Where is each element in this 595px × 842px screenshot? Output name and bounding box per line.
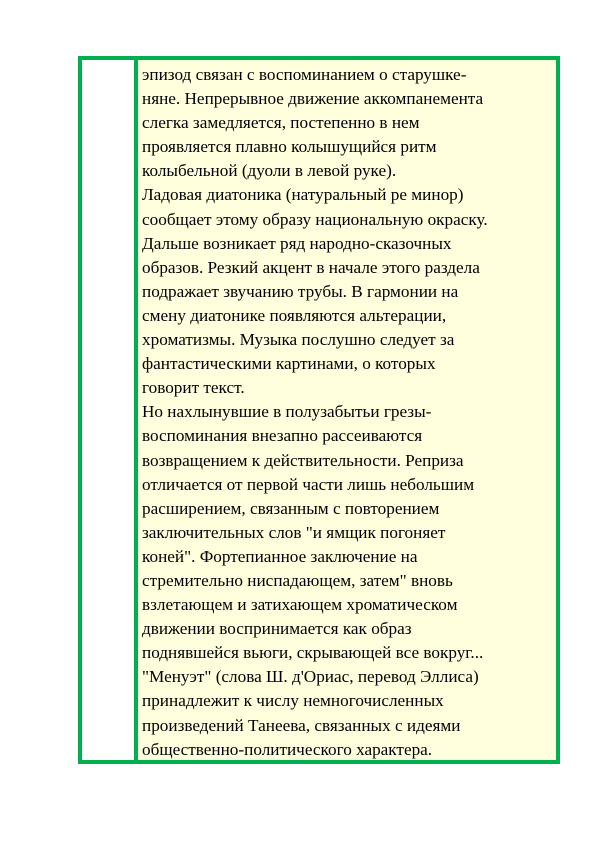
- left-margin-column: [82, 60, 134, 760]
- text-cell: [138, 60, 556, 760]
- page-frame: [78, 56, 560, 764]
- paragraph-lullaby-episode: эпизод связан с воспоминанием о старушке- няне. Непрерывное движение аккомпанемента слегка замедляется, постепенно в нем проявляется плавно колышущийся ритм колыбельной (дуоли в левой руке).: [142, 65, 484, 181]
- paragraph-minuet: "Менуэт" (слова Ш. д'Ориас, перевод Эллиса) принадлежит к числу немногочисленных произведений Танеева, связанных с идеями общественно-политического характера.: [142, 667, 479, 759]
- paragraph-modal-diatonic: Ладовая диатоника (натуральный ре минор) сообщает этому образу национальную окраску. Дальше возникает ряд народно-сказочных образов. Резкий акцент в начале этого раздела подражает звучанию трубы. В гармонии на смену диатонике появляются альтерации, хроматизмы. Музыка послушно следует за фантастическими картинами, о которых говорит текст.: [142, 185, 488, 398]
- paragraph-reprise: Но нахлынувшие в полузабытьи грезы- воспоминания внезапно рассеиваются возвращением к действительности. Реприза отличается от первой части лишь небольшим расширением, связанным с повторением заключительных слов "и ямщик погоняет коней". Фортепианное заключение на стремительно ниспадающем, затем" вновь взлетающем и затихающем хроматическом движении воспринимается как образ поднявшейся вьюги, скрывающей все вокруг...: [142, 402, 484, 663]
